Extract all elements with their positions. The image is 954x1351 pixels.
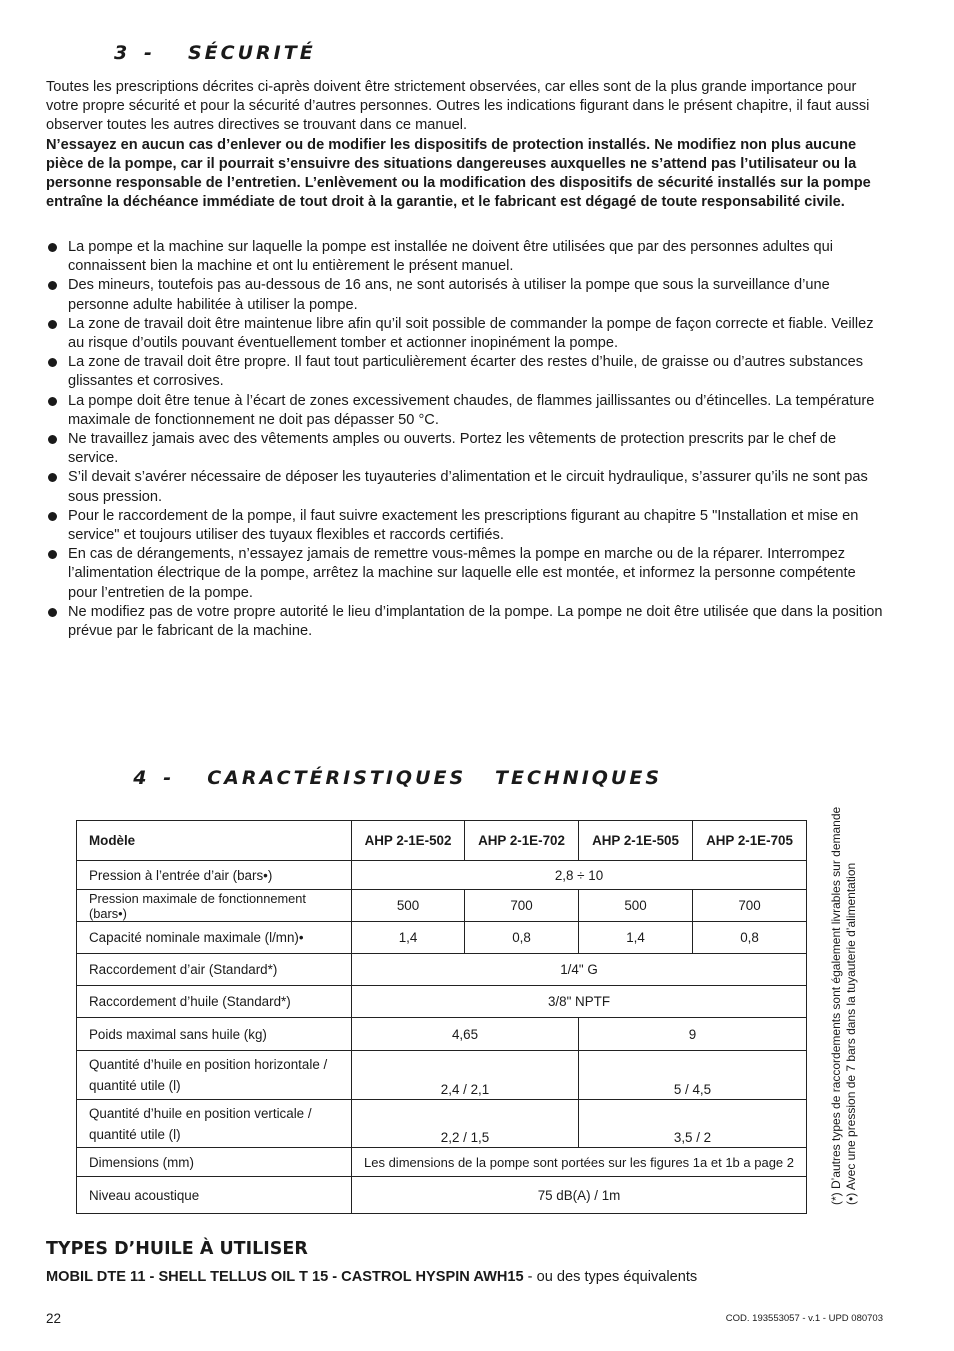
oil-brands: MOBIL DTE 11 - SHELL TELLUS OIL T 15 - CASTROL HYSPIN AWH15 (46, 1269, 524, 1285)
rule-text: Ne modifiez pas de votre propre autorité le lieu d’implantation de la pompe. La pompe ne doit être utilisée que dans la position prévue par le fabricant de la machine. (68, 603, 883, 640)
list-item (46, 315, 886, 353)
rule-text: La zone de travail doit être maintenue libre afin qu’il soit possible de commander la pompe de façon correcte et fiable. Veillez au risque d’outils pouvant éventuellement tomber et actionner inopinément la pompe. (68, 315, 874, 352)
technical-specs-table (76, 820, 807, 1214)
table-row (77, 1018, 807, 1051)
row-label (77, 1051, 352, 1100)
row-label: Raccordement d’huile (Standard*) (77, 986, 352, 1018)
table-cell: 1,4 (579, 922, 693, 954)
table-cell: 2,2 / 1,5 (352, 1100, 579, 1148)
list-item (46, 507, 886, 545)
list-item (46, 392, 886, 430)
section-dash: - (163, 767, 175, 789)
table-cell: 3/8" NPTF (352, 986, 807, 1018)
bullet-icon (48, 473, 57, 482)
list-item (46, 238, 886, 276)
section-title: CARACTÉRISTIQUES TECHNIQUES (207, 767, 663, 789)
row-label: Pression à l’entrée d’air (bars•) (77, 861, 352, 890)
bullet-icon (48, 608, 57, 617)
section-4-heading (114, 745, 662, 789)
bullet-icon (48, 320, 57, 329)
page-number: 22 (46, 1311, 62, 1326)
table-cell: 1,4 (352, 922, 465, 954)
rule-text: La pompe doit être tenue à l’écart de zones excessivement chaudes, de flammes jaillissantes ou d’étincelles. La température maximale de fonctionnement ne doit pas dépasser 50 °C. (68, 392, 875, 428)
oil-types-heading: TYPES D’HUILE À UTILISER (46, 1239, 308, 1259)
row-label: Niveau acoustique (77, 1177, 352, 1214)
table-row (77, 821, 807, 861)
section-dash: - (144, 42, 155, 64)
row-label: Raccordement d’air (Standard*) (77, 954, 352, 986)
table-cell: 2,8 ÷ 10 (352, 861, 807, 890)
bullet-icon (48, 550, 57, 559)
table-cell: 75 dB(A) / 1m (352, 1177, 807, 1214)
row-label-line: Quantité d’huile en position verticale / (89, 1105, 312, 1121)
table-cell: 700 (693, 890, 807, 922)
row-label: Capacité nominale maximale (l/mn)• (77, 922, 352, 954)
oil-types-text (46, 1269, 697, 1285)
row-label-line: quantité utile (l) (89, 1126, 181, 1142)
table-row (77, 1148, 807, 1177)
table-cell: 5 / 4,5 (579, 1051, 807, 1100)
header-cell: AHP 2-1E-702 (465, 821, 579, 861)
rule-text: Des mineurs, toutefois pas au-dessous de 16 ans, ne sont autorisés à utiliser la pompe que sous la surveillance d’une personne adulte habilitée à utiliser la pompe. (68, 277, 830, 313)
document-code: COD. 193553057 - v.1 - UPD 080703 (725, 1313, 883, 1324)
oil-brands-suffix: - ou des types équivalents (523, 1269, 698, 1285)
header-cell: AHP 2-1E-505 (579, 821, 693, 861)
bullet-icon (48, 397, 57, 406)
list-item (46, 276, 886, 314)
table-row (77, 1177, 807, 1214)
table-cell: 2,4 / 2,1 (352, 1051, 579, 1100)
rule-text: La zone de travail doit être propre. Il faut tout particulièrement écarter des restes d’huile, de graisse ou d’autres substances glissantes et corrosives. (68, 354, 863, 390)
table-cell: 1/4" G (352, 954, 807, 986)
table-row (77, 1051, 807, 1100)
section-3-heading (114, 42, 316, 64)
table-cell: 3,5 / 2 (579, 1100, 807, 1148)
safety-rules-list (46, 238, 886, 641)
rule-text: La pompe et la machine sur laquelle la pompe est installée ne doivent être utilisées que par des personnes adultes qui connaissent bien la machine et ont lu entièrement le présent manuel. (68, 239, 834, 275)
bullet-icon (48, 281, 57, 290)
header-cell: AHP 2-1E-705 (693, 821, 807, 861)
rule-text: En cas de dérangements, n’essayez jamais de remettre vous-mêmes la pompe en marche ou de la réparer. Interrompez l’alimentation électrique de la pompe, arrêtez la machine sur laquelle elle est montée, et informez la personne compétente pour l’entretien de la pompe. (68, 546, 856, 601)
table-row (77, 1100, 807, 1148)
header-cell: Modèle (77, 821, 352, 861)
footnote: (•) Avec une pression de 7 bars dans la tuyauterie d’alimentation (843, 862, 858, 1205)
row-label-line: Quantité d’huile en position horizontale / (89, 1057, 328, 1072)
intro-paragraph: Toutes les prescriptions décrites ci-après doivent être strictement observées, car elles sont de la plus grande importance pour votre propre sécurité et pour la sécurité d’autres personnes. Outres les indications figurant dans le présent chapitre, il faut aussi observer toutes les autres directives se trouvant dans ce manuel. (46, 79, 870, 134)
table-cell: 500 (352, 890, 465, 922)
table-footnotes (829, 775, 858, 1205)
safety-intro (46, 78, 886, 212)
warning-paragraph: N’essayez en aucun cas d’enlever ou de modifier les dispositifs de protection installés. Ne modifiez non plus aucune pièce de la pompe, car il pourrait s’ensuivre des situations dangereuses auxquelles ne s’attend pas l’utilisateur ou la personne responsable de l’entretien. L’enlèvement ou la modification des dispositifs de sécurité installés sur la pompe entraîne la déchéance immédiate de tout droit à la garantie, et le fabricant est dégagé de toute responsabilité civile. (46, 136, 871, 211)
table-cell: 0,8 (693, 922, 807, 954)
list-item (46, 353, 886, 391)
table-row (77, 986, 807, 1018)
rule-text: Pour le raccordement de la pompe, il faut suivre exactement les prescriptions figurant au chapitre 5 "Installation et mise en service" et toujours utiliser des tuyaux flexibles et raccords certifiés. (68, 507, 859, 544)
row-label: Poids maximal sans huile (kg) (77, 1018, 352, 1051)
table-row (77, 861, 807, 890)
row-label (77, 1100, 352, 1148)
header-cell: AHP 2-1E-502 (352, 821, 465, 861)
table-cell: 700 (465, 890, 579, 922)
section-number: 4 (133, 767, 150, 789)
bullet-icon (48, 243, 57, 252)
section-number: 3 (114, 42, 131, 64)
list-item (46, 430, 886, 468)
bullet-icon (48, 358, 57, 367)
row-label: Pression maximale de fonctionnement (bars•) (77, 890, 352, 922)
table-cell: 9 (579, 1018, 807, 1051)
table-cell: 500 (579, 890, 693, 922)
bullet-icon (48, 435, 57, 444)
row-label: Dimensions (mm) (77, 1148, 352, 1177)
rule-text: Ne travaillez jamais avec des vêtements amples ou ouverts. Portez les vêtements de protection prescrits par le chef de service. (68, 431, 837, 467)
section-title: SÉCURITÉ (188, 42, 316, 64)
table-row (77, 890, 807, 922)
table-row (77, 922, 807, 954)
list-item (46, 468, 886, 506)
table-cell: Les dimensions de la pompe sont portées sur les figures 1a et 1b a page 2 (352, 1148, 807, 1177)
footnote: (*) D’autres types de raccordements sont également livrables sur demande (829, 806, 843, 1205)
list-item (46, 545, 886, 603)
table-cell: 0,8 (465, 922, 579, 954)
table-row (77, 954, 807, 986)
rule-text: S’il devait s’avérer nécessaire de déposer les tuyauteries d’alimentation et le circuit hydraulique, s’assurer qu’ils ne sont pas sous pression. (68, 469, 868, 505)
list-item (46, 603, 886, 641)
bullet-icon (48, 512, 57, 521)
table-cell: 4,65 (352, 1018, 579, 1051)
row-label-line: quantité utile (l) (89, 1078, 181, 1093)
